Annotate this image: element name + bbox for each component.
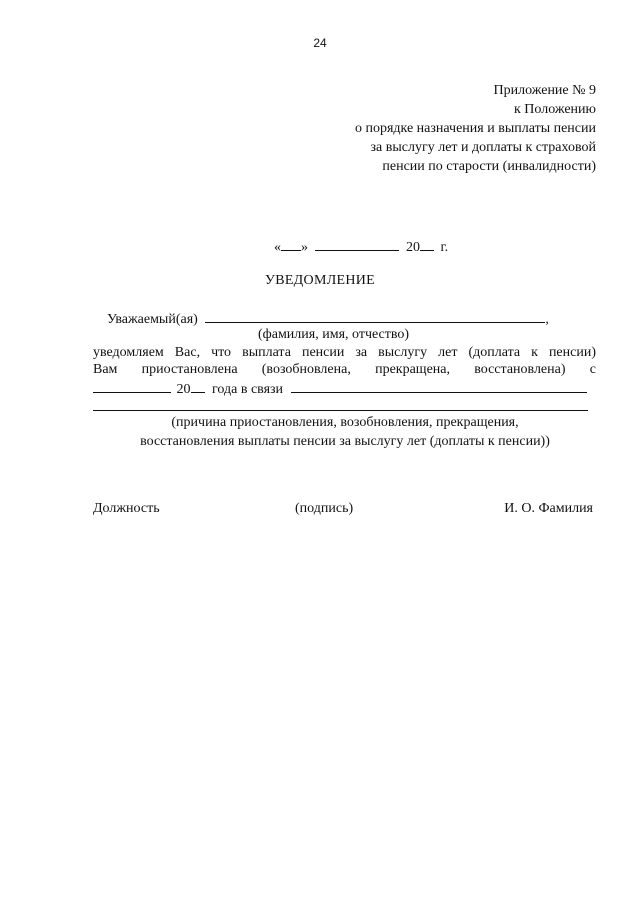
year-prefix: 20 <box>406 240 420 255</box>
line2-word: восстановлена) <box>474 362 566 377</box>
notice-year-blank <box>191 380 205 393</box>
notice-year-prefix: 20 <box>176 382 191 397</box>
salutation-line <box>107 310 549 328</box>
notice-line-1 <box>93 345 596 361</box>
document-title: УВЕДОМЛЕНИЕ <box>264 273 376 288</box>
reason-caption-line: (причина приостановления, возобновления, прекращения, <box>171 415 519 430</box>
line1-word: пенсии) <box>548 345 596 360</box>
month-blank <box>315 238 399 251</box>
line1-word: выплата <box>242 345 291 360</box>
date-line <box>274 238 448 256</box>
appendix-line: пенсии по старости (инвалидности) <box>382 159 596 174</box>
line2-word: Вам <box>93 362 118 377</box>
fio-blank <box>205 310 545 323</box>
reason-caption <box>100 413 590 451</box>
name-label: И. О. Фамилия <box>504 501 593 516</box>
year-blank <box>420 238 434 251</box>
day-blank <box>281 238 301 251</box>
position-label: Должность <box>93 501 160 516</box>
line1-word: Вас, <box>174 345 201 360</box>
line2-word: (возобновлена, <box>261 362 351 377</box>
line1-word: к <box>531 345 538 360</box>
appendix-line: к Положению <box>513 102 596 117</box>
salutation-comma: , <box>545 312 549 327</box>
line1-word: уведомляем <box>93 345 164 360</box>
line2-word: прекращена, <box>375 362 450 377</box>
date-open-quote: « <box>274 240 281 255</box>
reason-blank-full <box>93 410 588 411</box>
line2-word: приостановлена <box>141 362 238 377</box>
reason-blank <box>291 380 587 393</box>
year-suffix: г. <box>440 240 449 255</box>
line2-word: с <box>589 362 596 377</box>
line1-word: выслугу <box>378 345 428 360</box>
appendix-line: за выслугу лет и доплаты к страховой <box>370 140 596 155</box>
salutation-label: Уважаемый(ая) <box>107 312 198 327</box>
date-day-month-blank <box>93 380 171 393</box>
appendix-header <box>276 81 596 176</box>
line1-word: что <box>211 345 232 360</box>
appendix-line: о порядке назначения и выплаты пенсии <box>354 121 596 136</box>
notice-reason-label: года в связи <box>212 382 284 397</box>
line1-word: за <box>355 345 368 360</box>
date-close-quote: » <box>301 240 308 255</box>
fio-caption: (фамилия, имя, отчество) <box>258 327 410 342</box>
page-number: 24 <box>313 36 327 50</box>
line1-word: (доплата <box>468 345 521 360</box>
signature-row <box>93 501 593 521</box>
appendix-line: Приложение № 9 <box>493 83 596 98</box>
notice-line-2 <box>93 362 596 378</box>
line1-word: пенсии <box>301 345 345 360</box>
signature-label: (подпись) <box>295 501 354 516</box>
reason-caption-line: восстановления выплаты пенсии за выслугу лет (доплаты к пенсии)) <box>140 434 550 449</box>
line1-word: лет <box>438 345 458 360</box>
notice-line-3 <box>93 380 587 398</box>
